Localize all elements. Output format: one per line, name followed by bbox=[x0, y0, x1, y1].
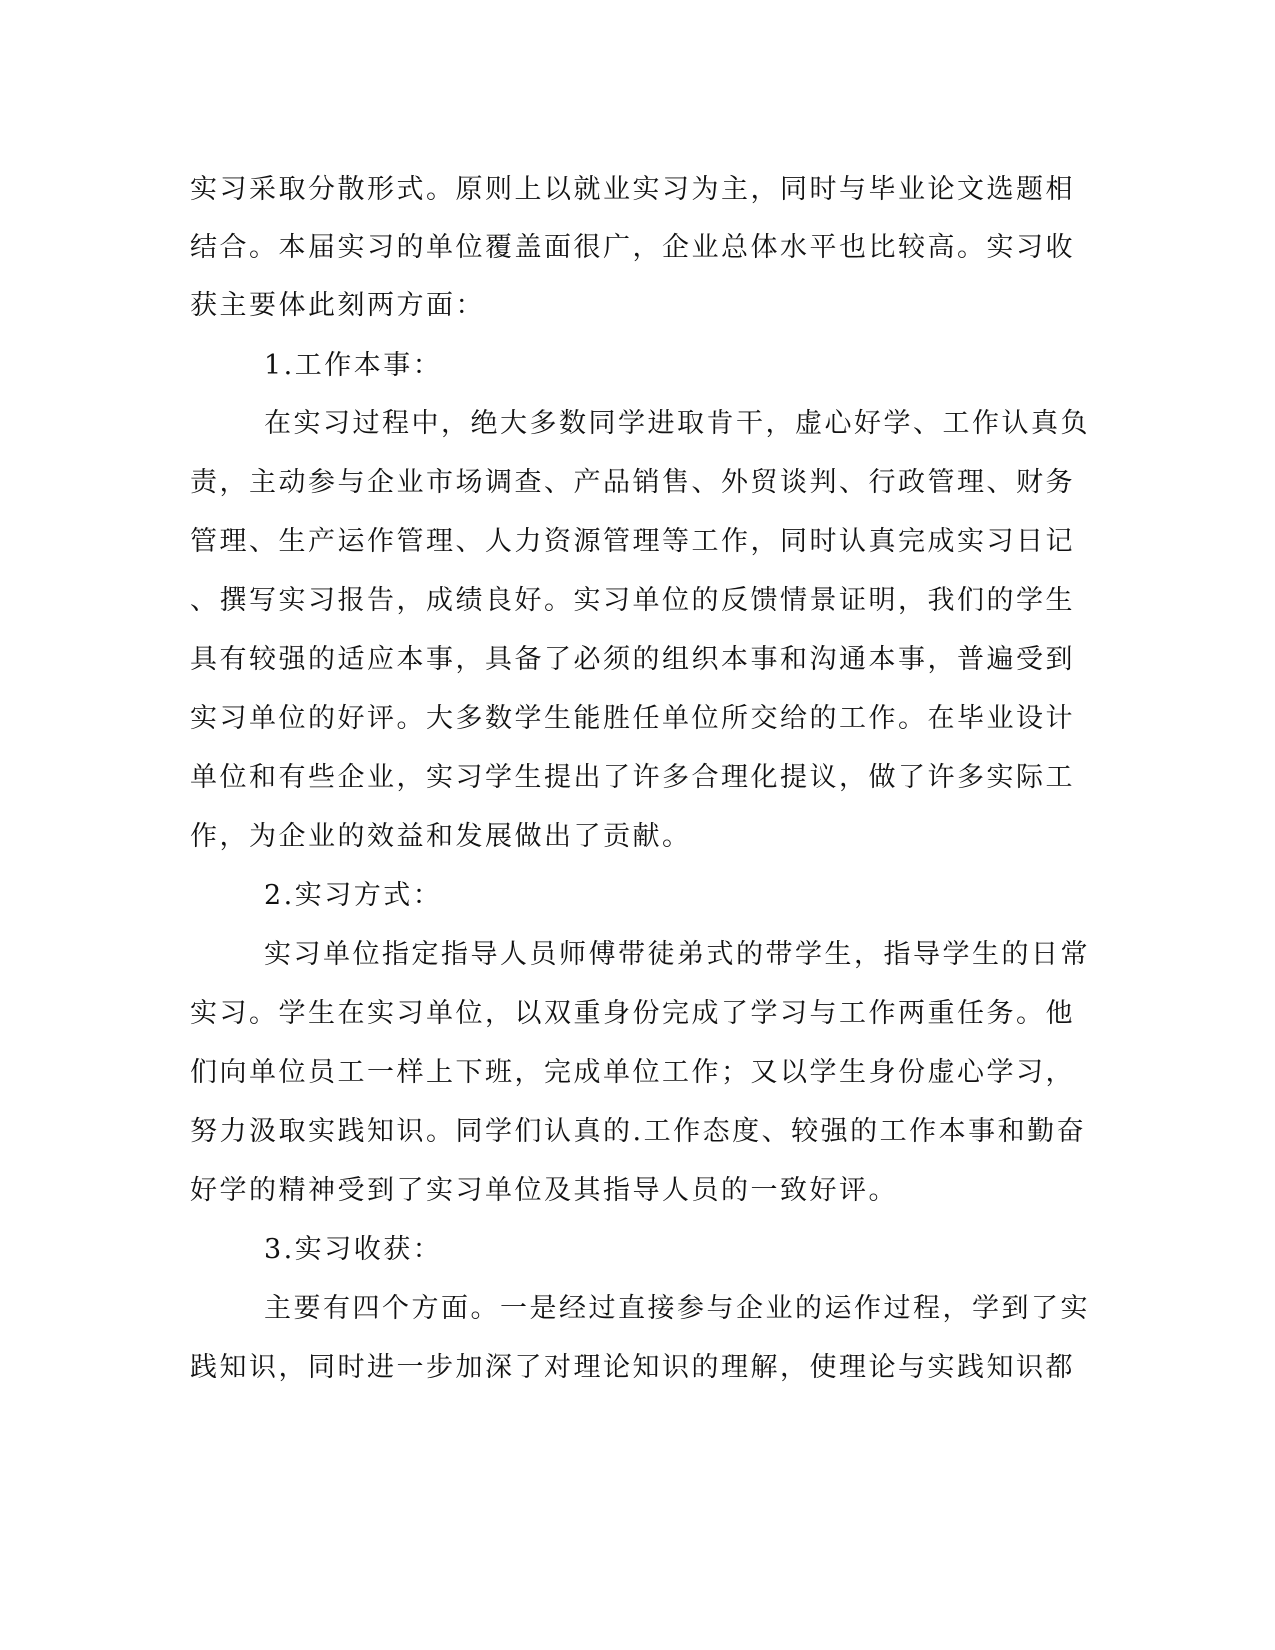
text-line: 实习。学生在实习单位，以双重身份完成了学习与工作两重任务。他 bbox=[190, 998, 1075, 1029]
text-line: 实习单位指定指导人员师傅带徒弟式的带学生，指导学生的日常 bbox=[264, 939, 1090, 970]
text-line: 结合。本届实习的单位覆盖面很广，企业总体水平也比较高。实习收 bbox=[190, 232, 1075, 263]
section-heading: 3.实习收获： bbox=[264, 1234, 443, 1265]
text-line: 们向单位员工一样上下班，完成单位工作；又以学生身份虚心学习， bbox=[190, 1057, 1075, 1088]
text-line: 实习采取分散形式。原则上以就业实习为主，同时与毕业论文选题相 bbox=[190, 174, 1075, 205]
section-heading: 2.实习方式： bbox=[264, 880, 443, 911]
text-line: 具有较强的适应本事，具备了必须的组织本事和沟通本事，普遍受到 bbox=[190, 644, 1075, 675]
text-line: 好学的精神受到了实习单位及其指导人员的一致好评。 bbox=[190, 1175, 898, 1206]
text-line: 努力汲取实践知识。同学们认真的.工作态度、较强的工作本事和勤奋 bbox=[190, 1116, 1087, 1147]
text-line: 主要有四个方面。一是经过直接参与企业的运作过程，学到了实 bbox=[264, 1293, 1090, 1324]
text-line: 责，主动参与企业市场调查、产品销售、外贸谈判、行政管理、财务 bbox=[190, 467, 1075, 498]
text-line: 实习单位的好评。大多数学生能胜任单位所交给的工作。在毕业设计 bbox=[190, 703, 1075, 734]
section-heading: 1.工作本事： bbox=[264, 350, 443, 381]
text-line: 作，为企业的效益和发展做出了贡献。 bbox=[190, 821, 692, 852]
text-line: 管理、生产运作管理、人力资源管理等工作，同时认真完成实习日记 bbox=[190, 526, 1075, 557]
text-line: 单位和有些企业，实习学生提出了许多合理化提议，做了许多实际工 bbox=[190, 762, 1075, 793]
text-line: 在实习过程中，绝大多数同学进取肯干，虚心好学、工作认真负 bbox=[264, 408, 1090, 439]
text-line: 获主要体此刻两方面： bbox=[190, 290, 485, 321]
text-line: 、撰写实习报告，成绩良好。实习单位的反馈情景证明，我们的学生 bbox=[190, 585, 1075, 616]
text-line: 践知识，同时进一步加深了对理论知识的理解，使理论与实践知识都 bbox=[190, 1352, 1075, 1383]
